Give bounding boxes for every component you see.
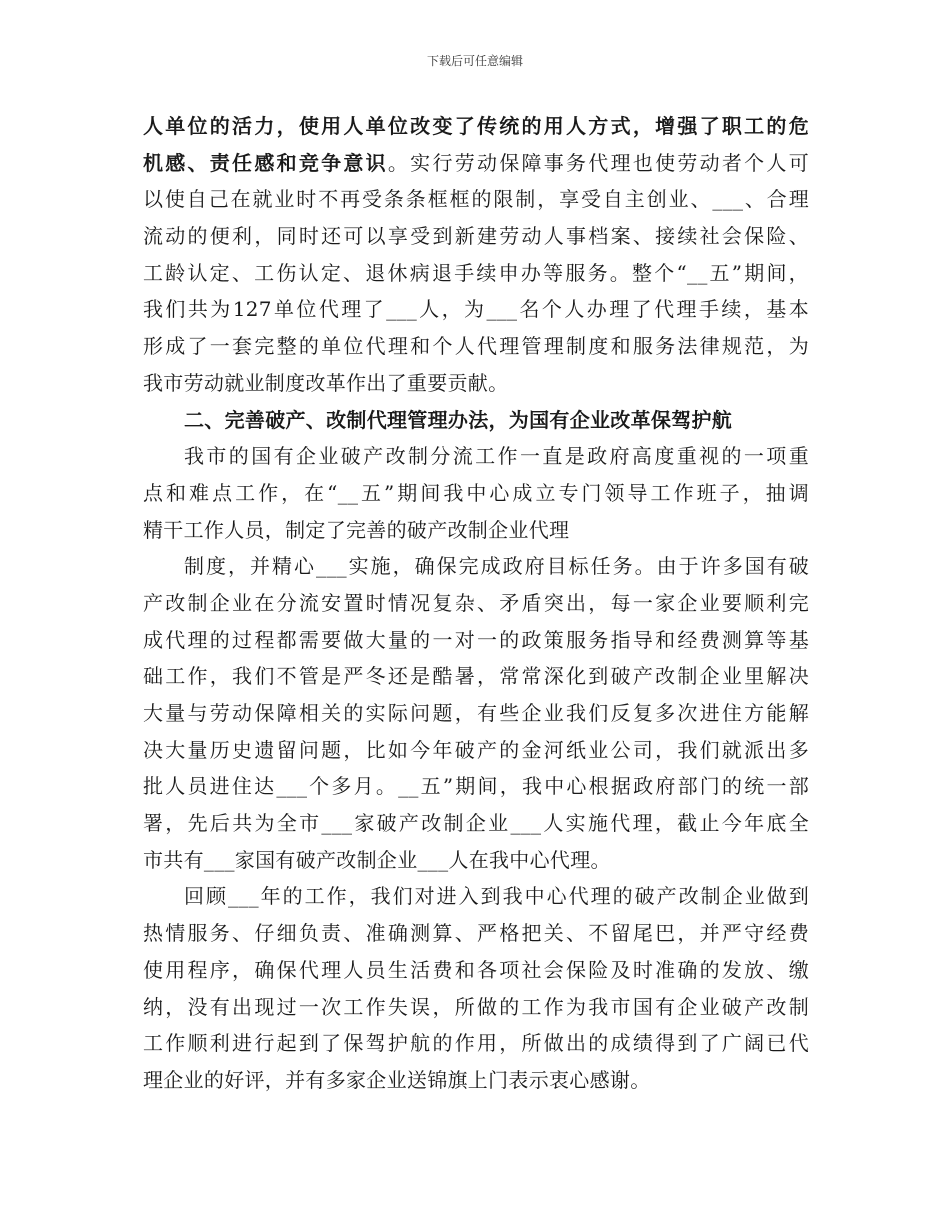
text-segment: 点和难点工作，在“__五”期间我中心成立专门领导工作班子，抽调 (143, 480, 809, 505)
text-segment: 热情服务、仔细负责、准确测算、严格把关、不留尾巴，并严守经费 (143, 921, 809, 946)
text-segment: 流动的便利，同时还可以享受到新建劳动人事档案、接续社会保险、 (143, 224, 809, 249)
text-line (143, 255, 809, 292)
text-line (143, 365, 809, 402)
text-segment: 批人员进住达___个多月。__五”期间，我中心根据政府部门的统一部 (143, 774, 809, 799)
text-segment: 我市的国有企业破产改制分流工作一直是政府高度重视的一项重 (184, 444, 809, 469)
text-segment: 回顾___年的工作，我们对进入到我中心代理的破产改制企业做到 (184, 884, 809, 909)
text-segment: 成代理的过程都需要做大量的一对一的政策服务指导和经费测算等基 (143, 627, 809, 652)
text-line (143, 585, 809, 622)
text-segment: 以使自己在就业时不再受条条框框的限制，享受自主创业、___、合理 (143, 187, 809, 212)
text-line (143, 218, 809, 255)
text-segment: 使用程序，确保代理人员生活费和各项社会保险及时准确的发放、缴 (143, 957, 809, 982)
text-line (143, 805, 809, 842)
text-line (143, 622, 809, 659)
bold-text-segment: 人单位的活力，使用人单位改变了传统的用人方式，增强了职工的危 (143, 114, 809, 138)
text-segment: 精干工作人员，制定了完善的破产改制企业代理 (143, 517, 570, 542)
text-line (143, 438, 809, 475)
text-line (143, 548, 809, 585)
text-line (143, 878, 809, 915)
text-line (143, 768, 809, 805)
text-line (143, 108, 809, 145)
text-line (143, 695, 809, 732)
text-segment: 础工作，我们不管是严冬还是酷暑，常常深化到破产改制企业里解决 (143, 664, 809, 689)
text-line (143, 181, 809, 218)
document-body (143, 108, 809, 1099)
text-segment: 署，先后共为全市___家破产改制企业___人实施代理，截止今年底全 (143, 811, 809, 836)
bold-text-segment: 二、完善破产、改制代理管理办法，为国有企业改革保驾护航 (184, 407, 733, 432)
text-line (143, 1062, 809, 1099)
bold-text-segment: 机感、责任感和竞争意识 (143, 150, 388, 175)
text-segment: 纳，没有出现过一次工作失误，所做的工作为我市国有企业破产改制 (143, 994, 809, 1019)
text-segment: 大量与劳动保障相关的实际问题，有些企业我们反复多次进住方能解 (143, 701, 809, 725)
text-line (143, 658, 809, 695)
text-segment: 理企业的好评，并有多家企业送锦旗上门表示衷心感谢。 (143, 1067, 651, 1092)
text-segment: 市共有___家国有破产改制企业___人在我中心代理。 (143, 847, 611, 872)
text-line (143, 732, 809, 769)
text-line (143, 842, 809, 879)
text-line (143, 328, 809, 365)
text-segment: 工龄认定、工伤认定、退休病退手续申办等服务。整个“__五”期间， (143, 260, 809, 285)
text-line (143, 512, 809, 549)
text-line (143, 475, 809, 512)
text-line (143, 145, 809, 182)
text-line (143, 915, 809, 952)
text-line (143, 402, 809, 439)
text-line (143, 1025, 809, 1062)
text-line (143, 989, 809, 1026)
text-segment: 制度，并精心___实施，确保完成政府目标任务。由于许多国有破 (184, 554, 809, 579)
text-segment: 我们共为127单位代理了___人，为___名个人办理了代理手续，基本 (143, 297, 809, 322)
text-segment: 决大量历史遗留问题，比如今年破产的金河纸业公司，我们就派出多 (143, 737, 809, 762)
text-line (143, 952, 809, 989)
text-segment: 工作顺利进行起到了保驾护航的作用，所做出的成绩得到了广阔已代 (143, 1031, 809, 1056)
text-segment: 形成了一套完整的单位代理和个人代理管理制度和服务法律规范，为 (143, 334, 809, 359)
page-header: 下载后可任意编辑 (426, 54, 523, 68)
text-segment: 产改制企业在分流安置时情况复杂、矛盾突出，每一家企业要顺利完 (143, 590, 809, 615)
text-segment: 我市劳动就业制度改革作出了重要贡献。 (143, 370, 509, 395)
text-segment: 。实行劳动保障事务代理也使劳动者个人可 (387, 150, 809, 175)
text-line (143, 291, 809, 328)
